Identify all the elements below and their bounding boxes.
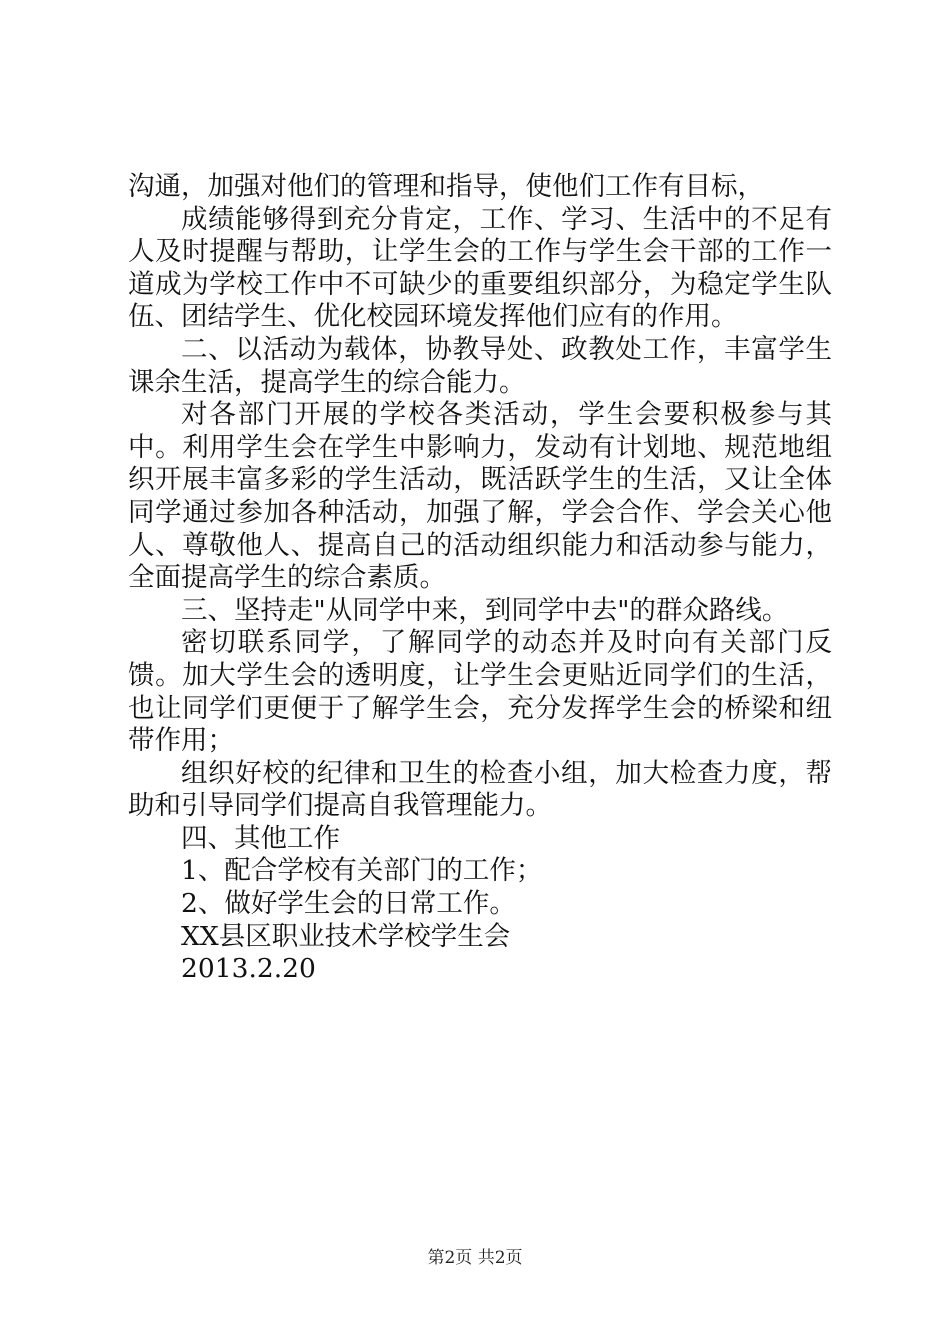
document-body: [128, 171, 832, 986]
section-heading-two: 二、以活动为载体，协教导处、政教处工作，丰富学生课余生活，提高学生的综合能力。: [128, 333, 832, 398]
paragraph-activities: 对各部门开展的学校各类活动，学生会要积极参与其中。利用学生会在学生中影响力，发动有计划地、规范地组织开展丰富多彩的学生活动，既活跃学生的生活，又让全体同学通过参加各种活动，加强了解，学会合作、学会关心他人、尊敬他人、提高自己的活动组织能力和活动参与能力，全面提高学生的综合素质。: [128, 399, 832, 594]
section-heading-four: 四、其他工作: [181, 822, 340, 854]
signature-date: 2013.2.20: [181, 953, 316, 985]
page-number: 第2页 共2页: [427, 1248, 523, 1268]
signature-organization: XX县区职业技术学校学生会: [181, 920, 511, 952]
paragraph-achievements: 成绩能够得到充分肯定，工作、学习、生活中的不足有人及时提醒与帮助，让学生会的工作与学生会干部的工作一道成为学校工作中不可缺少的重要组织部分，为稳定学生队伍、团结学生、优化校园环境发挥他们应有的作用。: [128, 203, 832, 333]
list-item-one: 1、配合学校有关部门的工作；: [181, 855, 543, 887]
list-item-two: 2、做好学生会的日常工作。: [181, 888, 516, 920]
section-heading-three: 三、坚持走"从同学中来，到同学中去"的群众路线。: [181, 594, 789, 626]
paragraph-inspection: 组织好校的纪律和卫生的检查小组，加大检查力度，帮助和引导同学们提高自我管理能力。: [128, 757, 832, 822]
paragraph-contact: 密切联系同学，了解同学的动态并及时向有关部门反馈。加大学生会的透明度，让学生会更贴近同学们的生活，也让同学们更便于了解学生会，充分发挥学生会的桥梁和纽带作用；: [128, 627, 832, 757]
paragraph-continuation: 沟通，加强对他们的管理和指导，使他们工作有目标，: [128, 171, 764, 202]
